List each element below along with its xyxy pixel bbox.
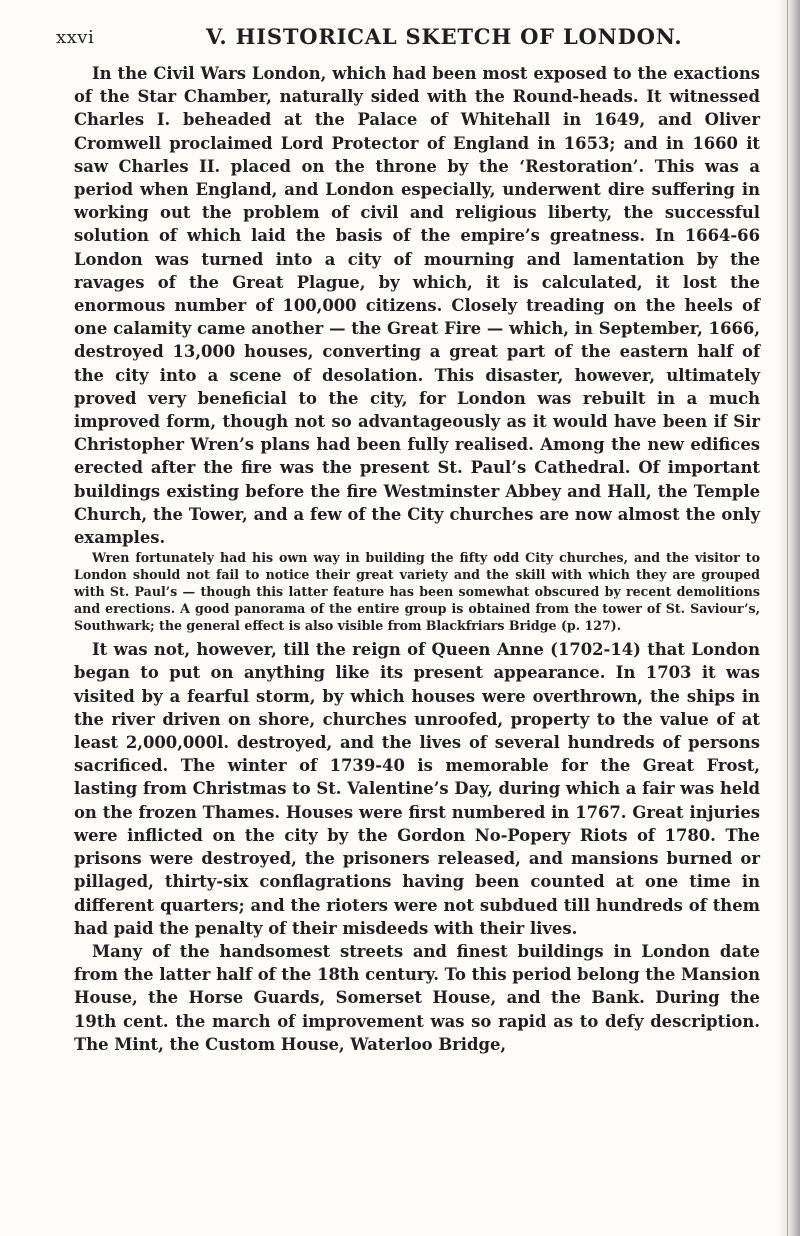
running-head (56, 22, 746, 62)
page-edge-shadow (778, 0, 800, 1236)
note-wren-churches: Wren fortunately had his own way in building the fifty odd City churches, and the visitor to London should not fail to notice their great variety and the skill with which they are grouped with St. Paul’s — though this latter feature has been somewhat obscured by recent demolitions and erections. A good panorama of the entire group is obtained from the tower of St. Saviour’s, Southwark; the general effect is also visible from Blackfriars Bridge (p. 127). (74, 550, 760, 634)
paragraph-queen-anne: It was not, however, till the reign of Queen Anne (1702-14) that London began to put on anything like its present appearance. In 1703 it was visited by a fearful storm, by which houses were overthrown, the ships in the river driven on shore, churches unroofed, property to the value of at least 2,000,000l. destroyed, and the lives of several hundreds of persons sacrificed. The winter of 1739-40 is memorable for the Great Frost, lasting from Christmas to St. Valentine’s Day, during which a fair was held on the frozen Thames. Houses were first numbered in 1767. Great injuries were inflicted on the city by the Gordon No-Popery Riots of 1780. The prisons were destroyed, the prisoners released, and mansions burned or pillaged, thirty-six conflagrations having been counted at one time in different quarters; and the rioters were not subdued till hundreds of them had paid the penalty of their misdeeds with their lives. (74, 640, 761, 938)
chapter-title: V. HISTORICAL SKETCH OF LONDON. (206, 24, 683, 49)
paragraph-18th-century: Many of the handsomest streets and finest buildings in London date from the latter half of the 18th century. To this period belong the Mansion House, the Horse Guards, Somerset House, and the Bank. During the 19th cent. the march of improvement was so rapid as to defy description. The Mint, the Custom House, Waterloo Bridge, (74, 941, 760, 1054)
paragraph-civil-wars: In the Civil Wars London, which had been most exposed to the exactions of the Star Chamber, naturally sided with the Round-heads. It witnessed Charles I. beheaded at the Palace of Whitehall in 1649, and Oliver Cromwell proclaimed Lord Protector of England in 1653; and in 1660 it saw Charles II. placed on the throne by the ‘Restoration’. This was a period when England, and London especially, underwent dire suffering in working out the problem of civil and religious liberty, the successful solution of which laid the basis of the empire’s greatness. In 1664-66 London was turned into a city of mourning and lamentation by the ravages of the Great Plague, by which, it is calculated, it lost the enormous number of 100,000 citizens. Closely treading on the heels of one calamity came another — the Great Fire — which, in September, 1666, destroyed 13,000 houses, converting a great part of the eastern half of the city into a scene of desolation. This disaster, however, ultimately proved very beneficial to the city, for London was rebuilt in a much improved form, though not so advantageously as it would have been if Sir Christopher Wren’s plans had been fully realised. Among the new edifices erected after the fire was the present St. Paul’s Cathedral. Of important buildings existing before the fire Westminster Abbey and Hall, the Temple Church, the Tower, and a few of the City churches are now almost the only examples. (74, 64, 760, 548)
page-body (74, 62, 760, 1056)
page-number: xxvi (56, 27, 95, 48)
